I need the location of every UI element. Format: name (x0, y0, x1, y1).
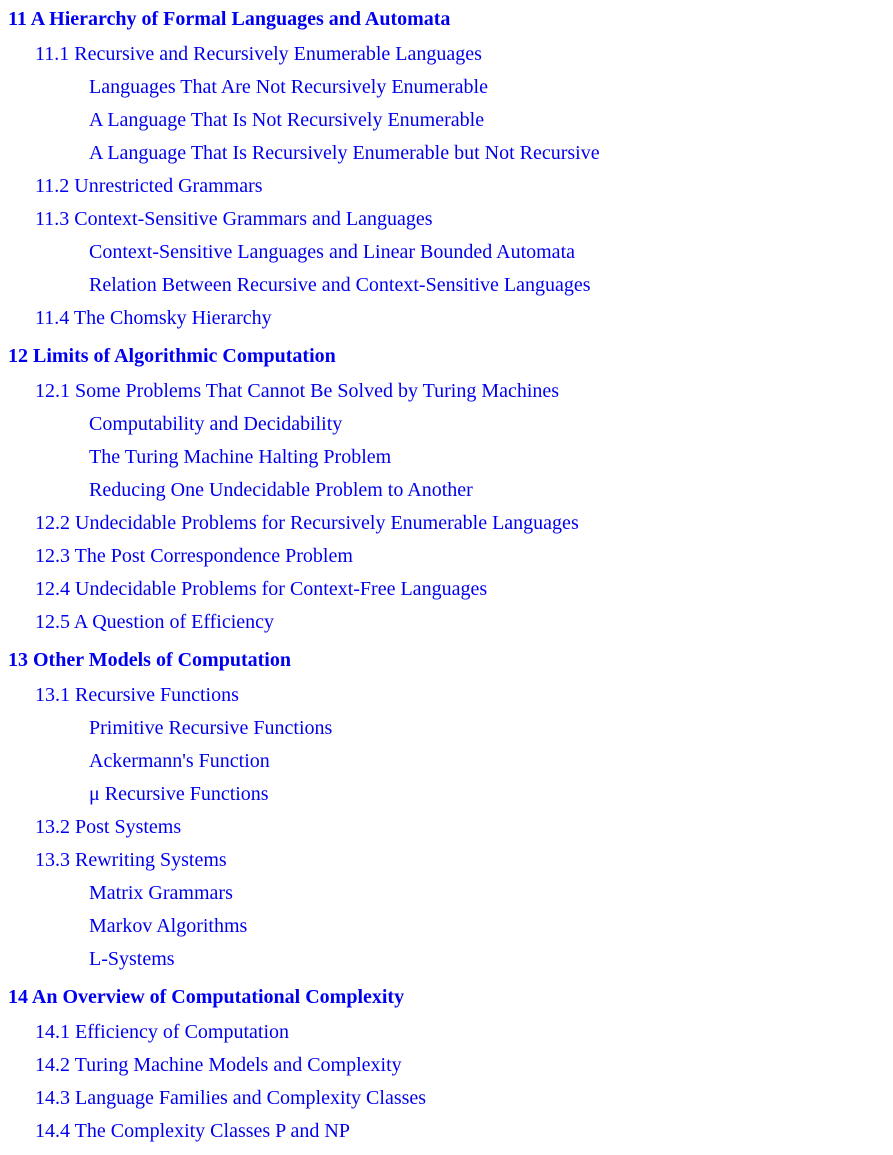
subsection-link[interactable]: The Turing Machine Halting Problem (89, 446, 392, 468)
chapter-link[interactable]: 14 An Overview of Computational Complexity (8, 986, 405, 1008)
chapter-11 (0, 3, 893, 335)
chapter-link[interactable]: 13 Other Models of Computation (8, 649, 291, 671)
section-link[interactable]: 12.1 Some Problems That Cannot Be Solved by Turing Machines (35, 380, 560, 402)
chapter-14 (0, 981, 893, 1148)
section-link[interactable]: 13.3 Rewriting Systems (35, 849, 227, 871)
subsection-link[interactable]: Matrix Grammars (89, 882, 233, 904)
section-link[interactable]: 11.1 Recursive and Recursively Enumerable Languages (35, 43, 482, 65)
subsection-link[interactable]: Languages That Are Not Recursively Enumerable (89, 76, 488, 98)
section-link[interactable]: 11.4 The Chomsky Hierarchy (35, 307, 272, 329)
chapter-link[interactable]: 12 Limits of Algorithmic Computation (8, 345, 336, 367)
section-link[interactable]: 13.2 Post Systems (35, 816, 182, 838)
section-link[interactable]: 12.4 Undecidable Problems for Context-Free Languages (35, 578, 488, 600)
section-link[interactable]: 14.1 Efficiency of Computation (35, 1021, 290, 1043)
section-link[interactable]: 11.2 Unrestricted Grammars (35, 175, 263, 197)
subsection-link[interactable]: L-Systems (89, 948, 175, 970)
section-link[interactable]: 13.1 Recursive Functions (35, 684, 239, 706)
section-link[interactable]: 14.4 The Complexity Classes P and NP (35, 1120, 350, 1142)
subsection-link[interactable]: Ackermann's Function (89, 750, 270, 772)
subsection-link[interactable]: Computability and Decidability (89, 413, 343, 435)
subsection-link[interactable]: A Language That Is Not Recursively Enumerable (89, 109, 485, 131)
section-link[interactable]: 12.3 The Post Correspondence Problem (35, 545, 353, 567)
subsection-link[interactable]: Markov Algorithms (89, 915, 248, 937)
section-link[interactable]: 14.2 Turing Machine Models and Complexity (35, 1054, 402, 1076)
section-link[interactable]: 12.2 Undecidable Problems for Recursively Enumerable Languages (35, 512, 579, 534)
subsection-link[interactable]: A Language That Is Recursively Enumerable but Not Recursive (89, 142, 600, 164)
section-link[interactable]: 14.3 Language Families and Complexity Classes (35, 1087, 427, 1109)
subsection-link[interactable]: μ Recursive Functions (89, 783, 269, 805)
subsection-link[interactable]: Context-Sensitive Languages and Linear Bounded Automata (89, 241, 575, 263)
subsection-link[interactable]: Primitive Recursive Functions (89, 717, 333, 739)
section-link[interactable]: 11.3 Context-Sensitive Grammars and Languages (35, 208, 433, 230)
section-link[interactable]: 12.5 A Question of Efficiency (35, 611, 275, 633)
subsection-link[interactable]: Reducing One Undecidable Problem to Another (89, 479, 473, 501)
subsection-link[interactable]: Relation Between Recursive and Context-Sensitive Languages (89, 274, 591, 296)
chapter-13 (0, 644, 893, 976)
chapter-12 (0, 340, 893, 639)
chapter-link[interactable]: 11 A Hierarchy of Formal Languages and Automata (8, 8, 451, 30)
